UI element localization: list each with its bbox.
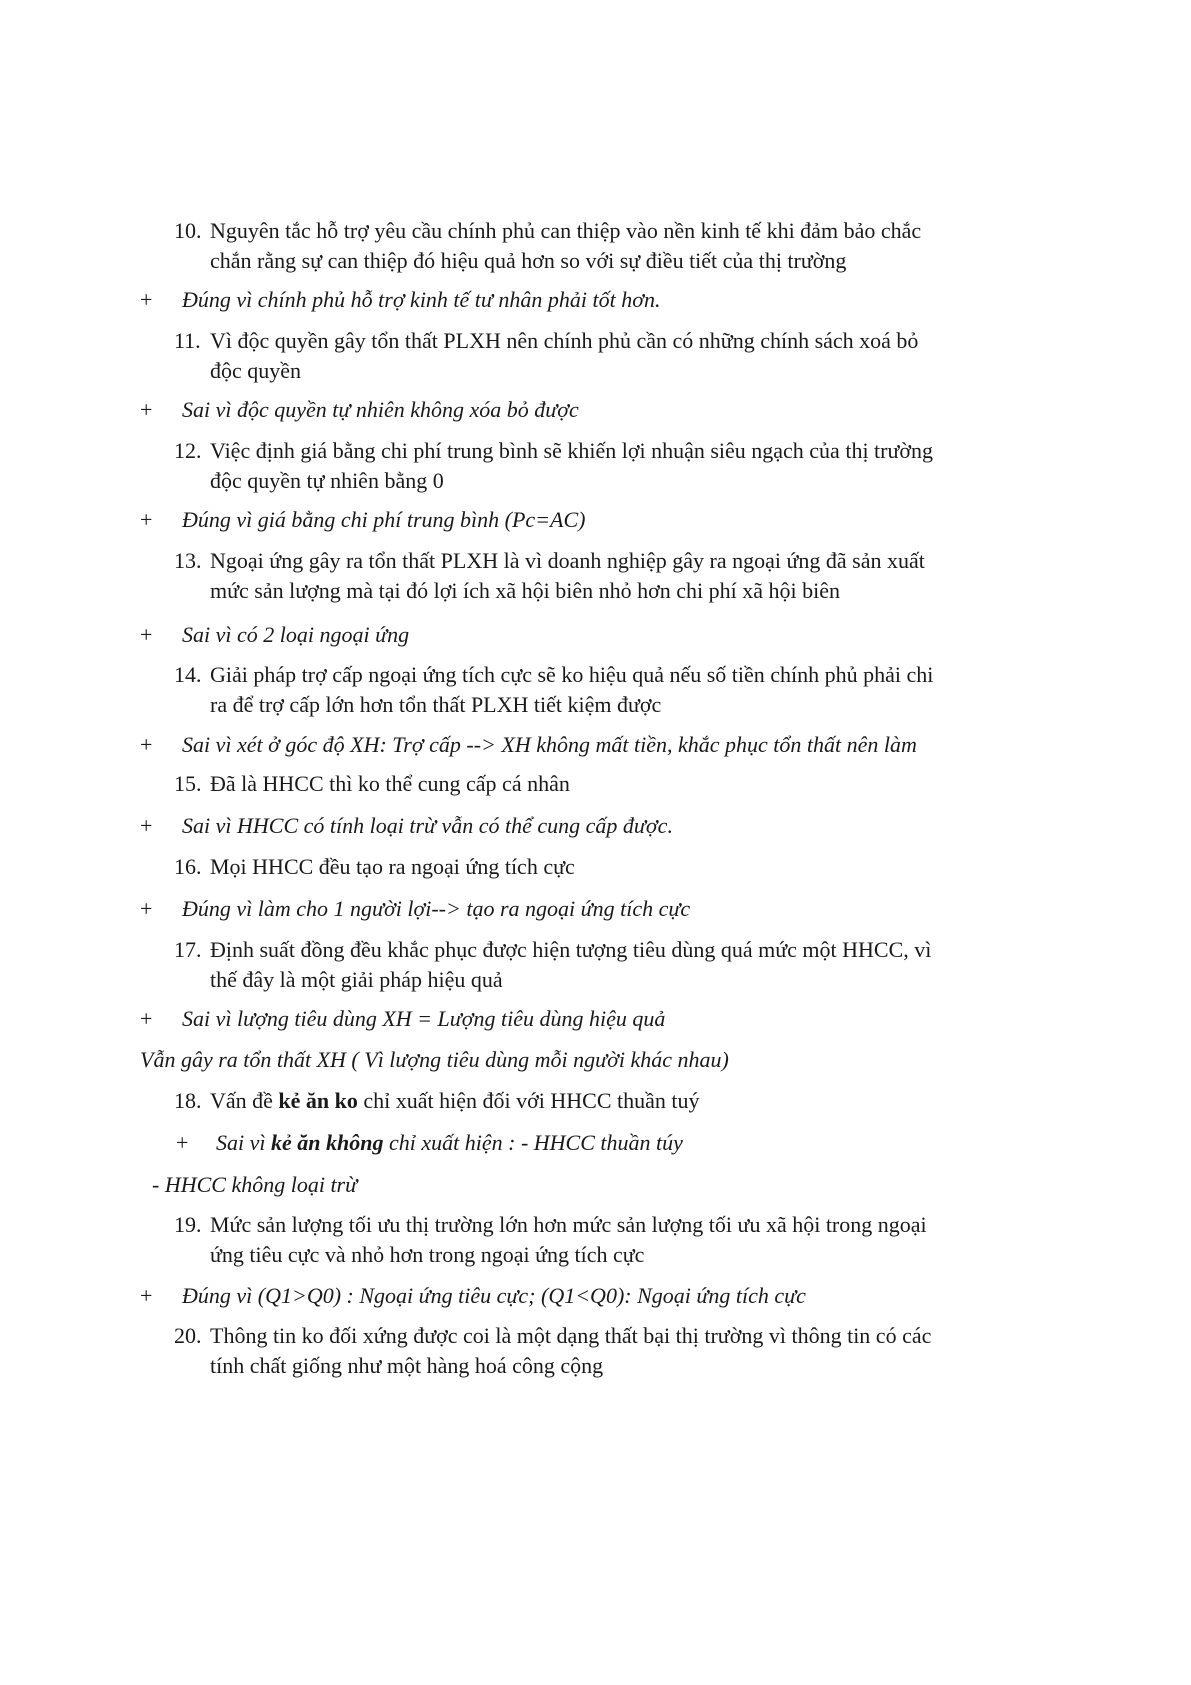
answer-text: Sai vì có 2 loại ngoại ứng [182,622,410,647]
plus-marker: + [140,397,153,422]
answer-17-continuation: Vẫn gây ra tổn thất XH ( Vì lượng tiêu dùng mỗi người khác nhau) [140,1047,729,1072]
question-17 [174,935,1054,995]
plus-marker: + [140,896,153,921]
question-number: 18. [174,1088,202,1113]
question-text-line-1: Việc định giá bằng chi phí trung bình sẽ khiến lợi nhuận siêu ngạch của thị trường [210,438,934,463]
question-text-line-2: ra để trợ cấp lớn hơn tổn thất PLXH tiết kiệm được [210,692,662,717]
answer-text-bold: kẻ ăn không [271,1130,384,1155]
answer-10 [140,285,1040,315]
question-14 [174,660,1054,720]
answer-text-pre: Sai vì [216,1130,271,1155]
question-number: 19. [174,1212,202,1237]
answer-18 [176,1128,1076,1158]
question-number: 14. [174,662,202,687]
question-text-line-1: Đã là HHCC thì ko thể cung cấp cá nhân [210,771,570,796]
question-number: 20. [174,1323,202,1348]
question-11 [174,326,1054,386]
question-text-line-2: chắn rằng sự can thiệp đó hiệu quả hơn so với sự điều tiết của thị trường [210,248,847,273]
question-13 [174,546,1054,606]
question-15 [174,769,1054,799]
question-10 [174,216,1054,276]
question-text-line-1 [210,1086,1054,1116]
question-text-line-2: tính chất giống như một hàng hoá công cộng [210,1353,604,1378]
question-text-line-1: Định suất đồng đều khắc phục được hiện tượng tiêu dùng quá mức một HHCC, vì [210,937,932,962]
question-text-line-1: Giải pháp trợ cấp ngoại ứng tích cực sẽ ko hiệu quả nếu số tiền chính phủ phải chi [210,662,934,687]
plus-marker: + [140,732,153,757]
question-12 [174,436,1054,496]
question-number: 12. [174,438,202,463]
question-text-line-2: mức sản lượng mà tại đó lợi ích xã hội biên nhỏ hơn chi phí xã hội biên [210,578,841,603]
answer-text: Đúng vì (Q1>Q0) : Ngoại ứng tiêu cực; (Q1<Q0): Ngoại ứng tích cực [182,1283,806,1308]
question-20 [174,1321,1054,1381]
plus-marker: + [140,1006,153,1031]
question-text-line-1: Thông tin ko đối xứng được coi là một dạng thất bại thị trường vì thông tin có các [210,1323,932,1348]
question-text-line-1: Mọi HHCC đều tạo ra ngoại ứng tích cực [210,854,575,879]
answer-17 [140,1004,1040,1034]
answer-text [216,1128,1076,1158]
answer-18-continuation: - HHCC không loại trừ [152,1172,358,1197]
plus-marker: + [140,1283,153,1308]
answer-text: Đúng vì làm cho 1 người lợi--> tạo ra ngoại ứng tích cực [182,896,691,921]
question-number: 16. [174,854,202,879]
answer-text: Sai vì độc quyền tự nhiên không xóa bỏ được [182,397,579,422]
question-text-post: chỉ xuất hiện đối với HHCC thuần tuý [357,1088,700,1113]
answer-12 [140,505,1040,535]
answer-text: Sai vì lượng tiêu dùng XH = Lượng tiêu dùng hiệu quả [182,1006,666,1031]
answer-text-post: chỉ xuất hiện : - HHCC thuần túy [383,1130,683,1155]
answer-text: Sai vì HHCC có tính loại trừ vẫn có thể cung cấp được. [182,813,673,838]
answer-text: Sai vì xét ở góc độ XH: Trợ cấp --> XH không mất tiền, khắc phục tổn thất nên làm [182,732,917,757]
question-text-line-2: ứng tiêu cực và nhỏ hơn trong ngoại ứng tích cực [210,1242,645,1267]
answer-13 [140,620,1040,650]
question-text-line-2: độc quyền [210,358,302,383]
question-19 [174,1210,1054,1270]
question-text-line-1: Ngoại ứng gây ra tổn thất PLXH là vì doanh nghiệp gây ra ngoại ứng đã sản xuất [210,548,925,573]
question-text-line-2: độc quyền tự nhiên bằng 0 [210,468,444,493]
question-text-bold: kẻ ăn ko [278,1088,358,1113]
question-text-line-1: Mức sản lượng tối ưu thị trường lớn hơn mức sản lượng tối ưu xã hội trong ngoại [210,1212,927,1237]
answer-19 [140,1281,1040,1311]
question-number: 13. [174,548,202,573]
question-16 [174,852,1054,882]
question-text-line-1: Nguyên tắc hỗ trợ yêu cầu chính phủ can thiệp vào nền kinh tế khi đảm bảo chắc [210,218,922,243]
answer-11 [140,395,1040,425]
question-18 [174,1086,1054,1116]
question-text-line-2: thế đây là một giải pháp hiệu quả [210,967,503,992]
plus-marker: + [140,813,153,838]
answer-15 [140,811,1040,841]
answer-text: Đúng vì giá bằng chi phí trung bình (Pc=AC) [182,507,586,532]
plus-marker: + [140,622,153,647]
question-number: 15. [174,771,202,796]
question-number: 11. [174,328,201,353]
answer-text: Đúng vì chính phủ hỗ trợ kinh tế tư nhân phải tốt hơn. [182,287,661,312]
answer-14 [140,730,1040,760]
question-number: 17. [174,937,202,962]
answer-16 [140,894,1040,924]
plus-marker: + [176,1130,189,1155]
question-number: 10. [174,218,202,243]
plus-marker: + [140,287,153,312]
question-text-line-1: Vì độc quyền gây tổn thất PLXH nên chính phủ cần có những chính sách xoá bỏ [210,328,919,353]
question-text-pre: Vấn đề [210,1088,279,1113]
plus-marker: + [140,507,153,532]
